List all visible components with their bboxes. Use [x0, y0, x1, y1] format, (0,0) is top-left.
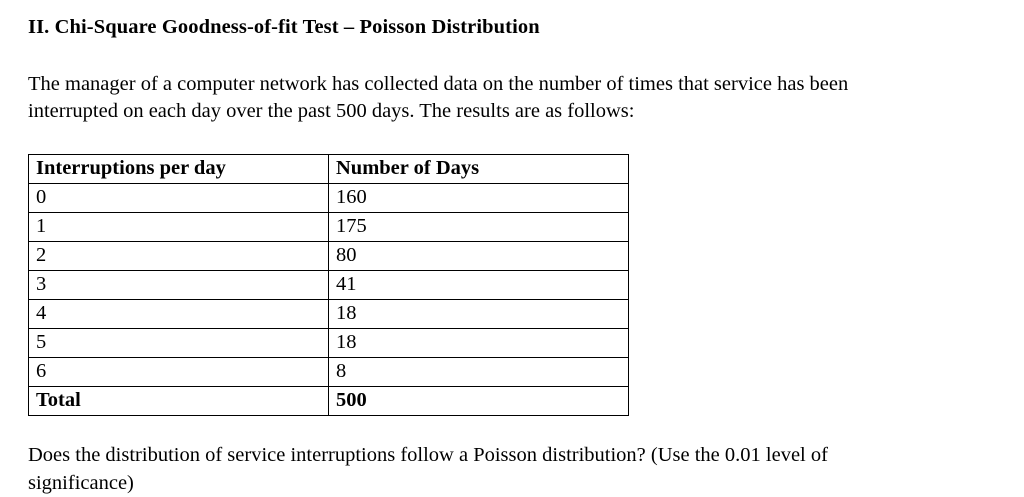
cell-days: 8 — [329, 357, 629, 386]
table-row — [29, 299, 629, 328]
cell-days: 80 — [329, 241, 629, 270]
table-row — [29, 241, 629, 270]
cell-days: 18 — [329, 328, 629, 357]
table-row — [29, 270, 629, 299]
cell-interruptions: 0 — [29, 183, 329, 212]
data-table-container — [28, 154, 994, 416]
intro-paragraph: The manager of a computer network has collected data on the number of times that service has been interrupted on each day over the past 500 days. The results are as follows: — [28, 72, 849, 123]
cell-days: 18 — [329, 299, 629, 328]
table-row — [29, 357, 629, 386]
cell-interruptions: 6 — [29, 357, 329, 386]
cell-interruptions: 4 — [29, 299, 329, 328]
table-row — [29, 183, 629, 212]
cell-interruptions: 5 — [29, 328, 329, 357]
cell-days: 175 — [329, 212, 629, 241]
page-title: II. Chi-Square Goodness-of-fit Test – Poisson Distribution — [28, 16, 540, 38]
cell-interruptions: 1 — [29, 212, 329, 241]
interruptions-table — [28, 154, 629, 416]
column-header-days: Number of Days — [329, 154, 629, 183]
question-paragraph: Does the distribution of service interruptions follow a Poisson distribution? (Use the 0.01 level of significance) — [28, 443, 828, 494]
cell-interruptions: 3 — [29, 270, 329, 299]
cell-total-label: Total — [29, 386, 329, 415]
cell-days: 41 — [329, 270, 629, 299]
cell-total-value: 500 — [329, 386, 629, 415]
table-row — [29, 212, 629, 241]
table-header-row — [29, 154, 629, 183]
table-row — [29, 328, 629, 357]
table-total-row — [29, 386, 629, 415]
cell-days: 160 — [329, 183, 629, 212]
cell-interruptions: 2 — [29, 241, 329, 270]
column-header-interruptions: Interruptions per day — [29, 154, 329, 183]
